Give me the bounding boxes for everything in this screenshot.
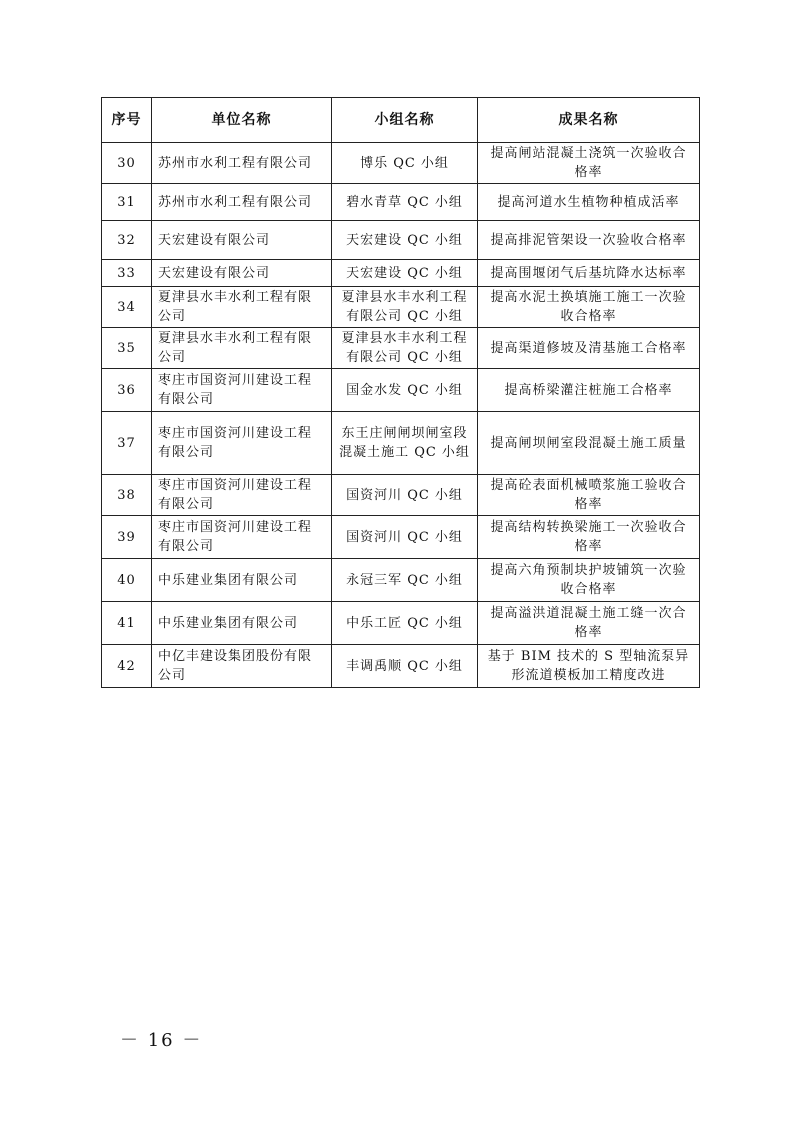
cell-no: 33 bbox=[102, 260, 152, 287]
cell-unit: 夏津县水丰水利工程有限公司 bbox=[152, 328, 332, 369]
table-row bbox=[102, 328, 700, 369]
cell-group: 夏津县水丰水利工程有限公司 QC 小组 bbox=[332, 328, 478, 369]
cell-unit: 中乐建业集团有限公司 bbox=[152, 602, 332, 645]
table-row bbox=[102, 412, 700, 475]
header-group: 小组名称 bbox=[332, 98, 478, 143]
table-row bbox=[102, 369, 700, 412]
cell-result: 提高砼表面机械喷浆施工验收合格率 bbox=[478, 475, 700, 516]
cell-no: 39 bbox=[102, 516, 152, 559]
table-row bbox=[102, 475, 700, 516]
cell-no: 37 bbox=[102, 412, 152, 475]
cell-result: 基于 BIM 技术的 S 型轴流泵异形流道模板加工精度改进 bbox=[478, 645, 700, 688]
cell-no: 31 bbox=[102, 184, 152, 221]
cell-unit: 天宏建设有限公司 bbox=[152, 260, 332, 287]
cell-result: 提高水泥土换填施工施工一次验收合格率 bbox=[478, 287, 700, 328]
cell-no: 42 bbox=[102, 645, 152, 688]
cell-no: 30 bbox=[102, 143, 152, 184]
cell-group: 国金水发 QC 小组 bbox=[332, 369, 478, 412]
cell-result: 提高结构转换梁施工一次验收合格率 bbox=[478, 516, 700, 559]
table-row bbox=[102, 221, 700, 260]
cell-group: 丰调禹顺 QC 小组 bbox=[332, 645, 478, 688]
qc-results-table bbox=[101, 97, 700, 688]
cell-no: 41 bbox=[102, 602, 152, 645]
cell-no: 35 bbox=[102, 328, 152, 369]
cell-result: 提高围堰闭气后基坑降水达标率 bbox=[478, 260, 700, 287]
cell-unit: 苏州市水利工程有限公司 bbox=[152, 143, 332, 184]
cell-unit: 天宏建设有限公司 bbox=[152, 221, 332, 260]
cell-group: 碧水青草 QC 小组 bbox=[332, 184, 478, 221]
cell-group: 博乐 QC 小组 bbox=[332, 143, 478, 184]
cell-group: 国资河川 QC 小组 bbox=[332, 516, 478, 559]
cell-no: 32 bbox=[102, 221, 152, 260]
table-header-row bbox=[102, 98, 700, 143]
cell-unit: 苏州市水利工程有限公司 bbox=[152, 184, 332, 221]
table-row bbox=[102, 184, 700, 221]
cell-result: 提高桥梁灌注桩施工合格率 bbox=[478, 369, 700, 412]
cell-unit: 中亿丰建设集团股份有限公司 bbox=[152, 645, 332, 688]
cell-unit: 枣庄市国资河川建设工程有限公司 bbox=[152, 412, 332, 475]
cell-no: 34 bbox=[102, 287, 152, 328]
table-row bbox=[102, 645, 700, 688]
cell-group: 国资河川 QC 小组 bbox=[332, 475, 478, 516]
table-row bbox=[102, 516, 700, 559]
cell-result: 提高溢洪道混凝土施工缝一次合格率 bbox=[478, 602, 700, 645]
cell-result: 提高渠道修坡及清基施工合格率 bbox=[478, 328, 700, 369]
cell-group: 天宏建设 QC 小组 bbox=[332, 221, 478, 260]
cell-result: 提高河道水生植物种植成活率 bbox=[478, 184, 700, 221]
table-row bbox=[102, 559, 700, 602]
header-unit: 单位名称 bbox=[152, 98, 332, 143]
cell-no: 40 bbox=[102, 559, 152, 602]
table-row bbox=[102, 602, 700, 645]
cell-result: 提高闸坝闸室段混凝土施工质量 bbox=[478, 412, 700, 475]
table-row bbox=[102, 287, 700, 328]
cell-group: 永冠三军 QC 小组 bbox=[332, 559, 478, 602]
cell-unit: 枣庄市国资河川建设工程有限公司 bbox=[152, 475, 332, 516]
cell-result: 提高闸站混凝土浇筑一次验收合格率 bbox=[478, 143, 700, 184]
table-row bbox=[102, 143, 700, 184]
cell-result: 提高六角预制块护坡铺筑一次验收合格率 bbox=[478, 559, 700, 602]
page-number: － 16 － bbox=[120, 1030, 203, 1051]
cell-group: 夏津县水丰水利工程有限公司 QC 小组 bbox=[332, 287, 478, 328]
cell-no: 36 bbox=[102, 369, 152, 412]
cell-unit: 枣庄市国资河川建设工程有限公司 bbox=[152, 369, 332, 412]
header-no: 序号 bbox=[102, 98, 152, 143]
header-result: 成果名称 bbox=[478, 98, 700, 143]
table-row bbox=[102, 260, 700, 287]
cell-group: 中乐工匠 QC 小组 bbox=[332, 602, 478, 645]
cell-no: 38 bbox=[102, 475, 152, 516]
cell-unit: 枣庄市国资河川建设工程有限公司 bbox=[152, 516, 332, 559]
cell-group: 东王庄闸闸坝闸室段混凝土施工 QC 小组 bbox=[332, 412, 478, 475]
cell-unit: 夏津县水丰水利工程有限公司 bbox=[152, 287, 332, 328]
cell-unit: 中乐建业集团有限公司 bbox=[152, 559, 332, 602]
cell-group: 天宏建设 QC 小组 bbox=[332, 260, 478, 287]
cell-result: 提高排泥管架设一次验收合格率 bbox=[478, 221, 700, 260]
